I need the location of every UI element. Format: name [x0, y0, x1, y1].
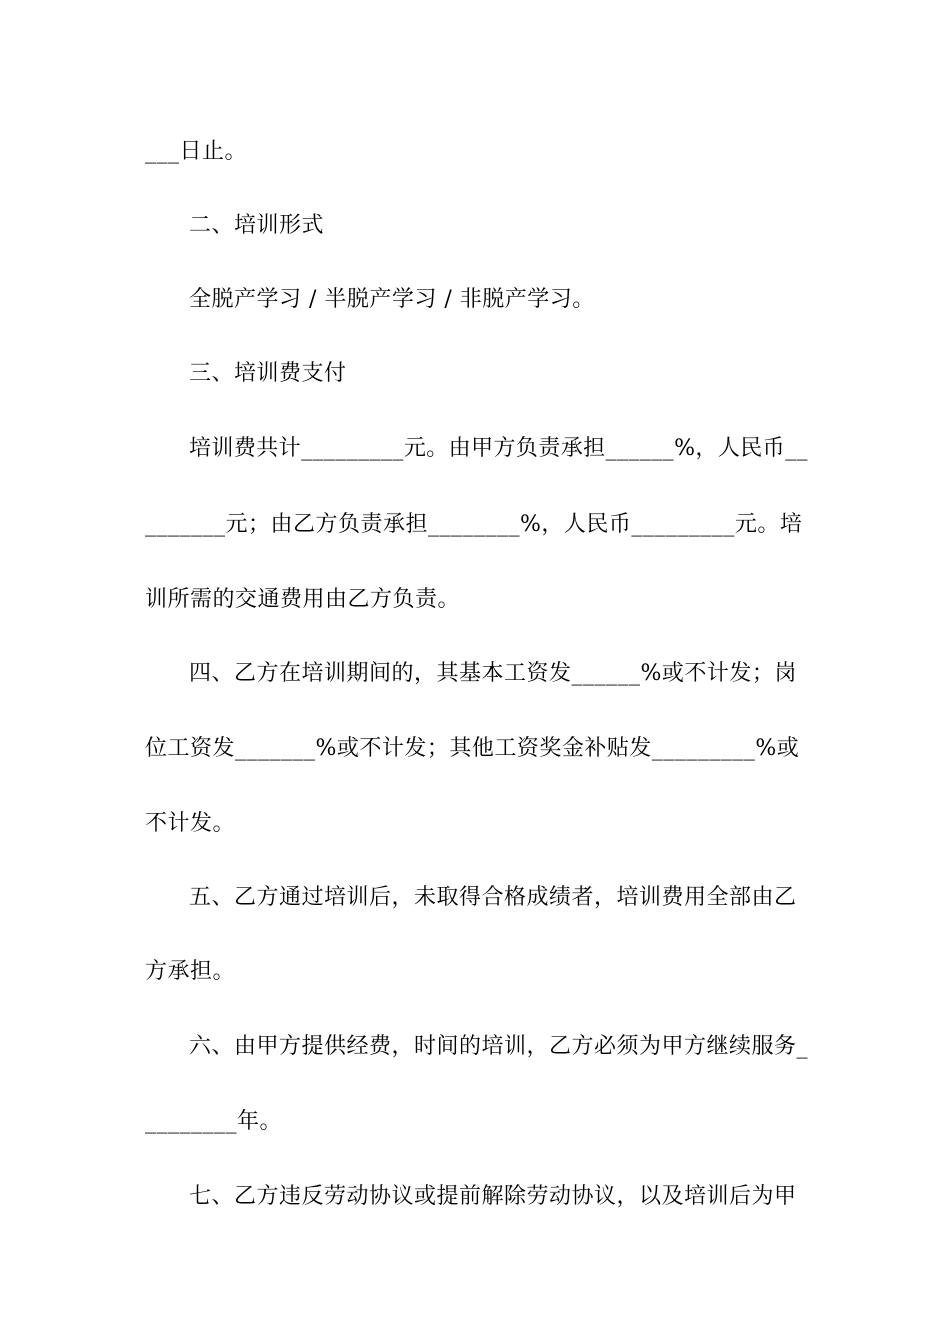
text-line-salary-3: 不计发。: [145, 811, 236, 836]
section-breach-1: 七、乙方违反劳动协议或提前解除劳动协议，以及培训后为甲: [189, 1184, 797, 1209]
text-line-date-end: ___日止。: [145, 139, 248, 164]
text-line-training-options: 全脱产学习 / 半脱产学习 / 非脱产学习。: [189, 287, 595, 312]
text-line-fail-2: 方承担。: [145, 959, 236, 984]
section-heading-fee-payment: 三、培训费支付: [189, 361, 347, 386]
section-heading-training-form: 二、培训形式: [189, 213, 325, 238]
section-salary-1: 四、乙方在培训期间的，其基本工资发______%或不计发；岗: [189, 661, 797, 686]
text-line-fee-3: 训所需的交通费用由乙方负责。: [145, 587, 461, 612]
text-line-fee-1: 培训费共计_________元。由甲方负责承担______%，人民币__: [189, 436, 808, 461]
section-fail-1: 五、乙方通过培训后，未取得合格成绩者，培训费用全部由乙: [189, 885, 797, 910]
text-line-salary-2: 位工资发_______%或不计发；其他工资奖金补贴发_________%或: [145, 736, 800, 761]
text-line-fee-2: _______元；由乙方负责承担________%，人民币_________元。培: [145, 512, 803, 537]
section-service-1: 六、由甲方提供经费，时间的培训，乙方必须为甲方继续服务_: [189, 1034, 809, 1059]
text-line-service-2: ________年。: [145, 1109, 283, 1134]
